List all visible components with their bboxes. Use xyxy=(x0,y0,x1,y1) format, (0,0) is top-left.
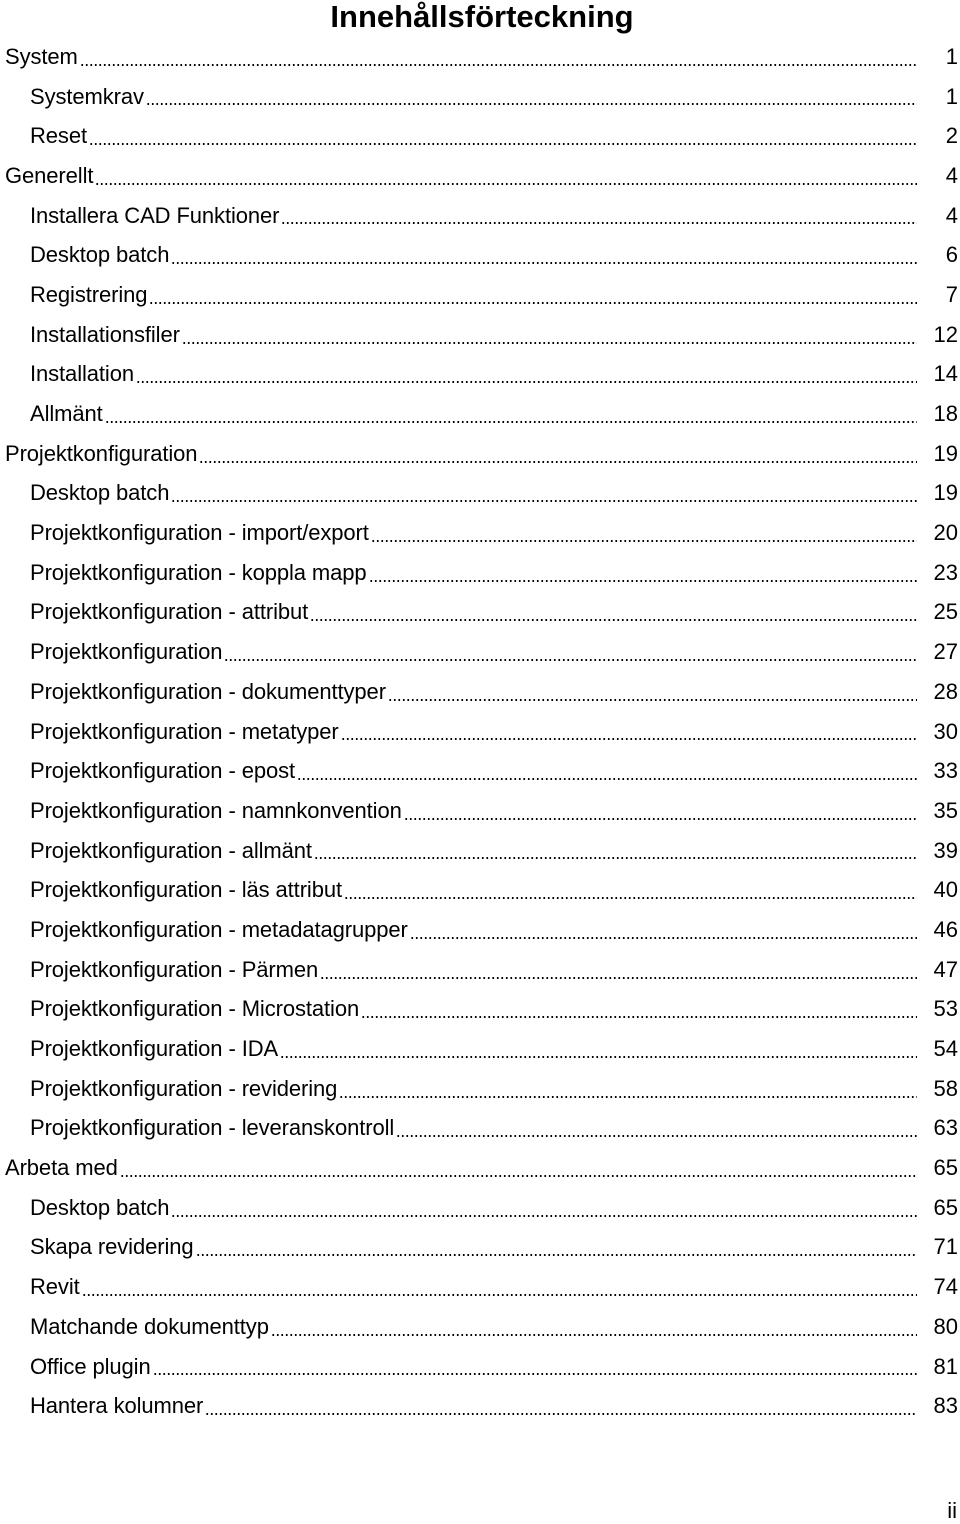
toc-entry-title[interactable]: Projektkonfiguration - allmänt xyxy=(30,837,312,863)
toc-entry[interactable] xyxy=(0,275,960,315)
toc-entry-page: 65 xyxy=(933,1194,958,1220)
toc-entry-title[interactable]: Projektkonfiguration - epost xyxy=(30,758,296,784)
toc-entry-page: 53 xyxy=(933,996,958,1022)
toc-dot-leader xyxy=(120,1175,917,1177)
toc-entry-title[interactable]: Office plugin xyxy=(30,1353,151,1379)
toc-dot-leader xyxy=(82,1294,917,1296)
toc-entry-title[interactable]: Arbeta med xyxy=(5,1155,118,1181)
toc-dot-leader xyxy=(171,262,917,264)
toc-entry-title[interactable]: Projektkonfiguration - dokumenttyper xyxy=(30,678,386,704)
toc-entry-page: 12 xyxy=(933,321,958,347)
toc-entry-page: 47 xyxy=(933,956,958,982)
toc-entry[interactable] xyxy=(0,632,960,672)
toc-entry-title[interactable]: Projektkonfiguration - import/export xyxy=(30,520,369,546)
toc-dot-leader xyxy=(297,778,917,780)
toc-entry-title[interactable]: Skapa revidering xyxy=(30,1234,194,1260)
toc-entry[interactable] xyxy=(0,1148,960,1188)
toc-entry-title[interactable]: Projektkonfiguration - metadatagrupper xyxy=(30,916,408,942)
toc-entry-title[interactable]: Projektkonfiguration - attribut xyxy=(30,599,309,625)
toc-entry-title[interactable]: Projektkonfiguration xyxy=(30,639,223,665)
toc-dot-leader xyxy=(339,1096,917,1098)
toc-entry-page: 65 xyxy=(933,1155,958,1181)
toc-dot-leader xyxy=(281,222,917,224)
toc-entry-title[interactable]: System xyxy=(5,43,78,69)
toc-entry-title[interactable]: Projektkonfiguration - leveranskontroll xyxy=(30,1115,395,1141)
toc-entry-title[interactable]: Projektkonfiguration - metatyper xyxy=(30,718,339,744)
toc-dot-leader xyxy=(271,1334,917,1336)
toc-entry-page: 30 xyxy=(933,718,958,744)
toc-entry[interactable] xyxy=(0,434,960,474)
toc-entry-page: 71 xyxy=(933,1234,958,1260)
toc-entry-title[interactable]: Desktop batch xyxy=(30,480,170,506)
toc-entry[interactable] xyxy=(0,1069,960,1109)
toc-entry-title[interactable]: Projektkonfiguration - läs attribut xyxy=(30,877,342,903)
toc-dot-leader xyxy=(410,937,917,939)
toc-entry-page: 81 xyxy=(933,1353,958,1379)
toc-entry-page: 19 xyxy=(933,480,958,506)
toc-dot-leader xyxy=(388,699,917,701)
toc-entry-title[interactable]: Reset xyxy=(30,123,87,149)
toc-entry-page: 58 xyxy=(933,1075,958,1101)
toc-entry[interactable] xyxy=(0,1029,960,1069)
toc-entry-page: 14 xyxy=(933,361,958,387)
toc-entry[interactable] xyxy=(0,1386,960,1426)
toc-entry[interactable] xyxy=(0,1188,960,1228)
toc-dot-leader xyxy=(80,64,917,66)
toc-entry-page: 40 xyxy=(933,877,958,903)
toc-entry-page: 18 xyxy=(933,401,958,427)
toc-entry[interactable] xyxy=(0,513,960,553)
toc-entry-page: 28 xyxy=(933,678,958,704)
toc-entry-page: 74 xyxy=(933,1274,958,1300)
toc-entry[interactable] xyxy=(0,950,960,990)
toc-entry[interactable] xyxy=(0,672,960,712)
toc-entry[interactable] xyxy=(0,593,960,633)
toc-dot-leader xyxy=(344,897,917,899)
toc-dot-leader xyxy=(153,1373,917,1375)
toc-entry-page: 1 xyxy=(945,83,958,109)
toc-entry-page: 20 xyxy=(933,520,958,546)
toc-entry-title[interactable]: Registrering xyxy=(30,281,148,307)
toc-entry[interactable] xyxy=(0,1307,960,1347)
toc-entry[interactable] xyxy=(0,1109,960,1149)
toc-dot-leader xyxy=(199,461,917,463)
toc-entry[interactable] xyxy=(0,990,960,1030)
toc-dot-leader xyxy=(105,421,917,423)
toc-entry-title[interactable]: Projektkonfiguration - Pärmen xyxy=(30,956,319,982)
toc-entry-title[interactable]: Generellt xyxy=(5,162,94,188)
toc-entry-page: 80 xyxy=(933,1313,958,1339)
toc-entry[interactable] xyxy=(0,355,960,395)
toc-dot-leader xyxy=(196,1254,918,1256)
toc-entry-title[interactable]: Projektkonfiguration - koppla mapp xyxy=(30,559,367,585)
toc-entry-title[interactable]: Hantera kolumner xyxy=(30,1393,204,1419)
toc-entry[interactable] xyxy=(0,910,960,950)
toc-dot-leader xyxy=(95,183,917,185)
toc-entry-title[interactable]: Installera CAD Funktioner xyxy=(30,202,280,228)
toc-entry-page: 63 xyxy=(933,1115,958,1141)
toc-entry[interactable] xyxy=(0,870,960,910)
toc-dot-leader xyxy=(205,1413,917,1415)
toc-dot-leader xyxy=(182,342,917,344)
toc-entry-page: 83 xyxy=(933,1393,958,1419)
toc-entry-page: 4 xyxy=(945,162,958,188)
toc-entry-title[interactable]: Systemkrav xyxy=(30,83,144,109)
toc-dot-leader xyxy=(369,580,917,582)
toc-entry[interactable] xyxy=(0,315,960,355)
toc-entry-title[interactable]: Installation xyxy=(30,361,134,387)
toc-dot-leader xyxy=(171,500,917,502)
toc-entry[interactable] xyxy=(0,37,960,77)
toc-entry[interactable] xyxy=(0,1267,960,1307)
toc-entry-page: 7 xyxy=(945,281,958,307)
toc-dot-leader xyxy=(371,540,917,542)
toc-dot-leader xyxy=(280,1056,917,1058)
toc-entry-page: 35 xyxy=(933,797,958,823)
toc-dot-leader xyxy=(171,1215,917,1217)
toc-entry-title[interactable]: Projektkonfiguration xyxy=(5,440,198,466)
table-of-contents xyxy=(0,37,960,1426)
toc-entry-title[interactable]: Desktop batch xyxy=(30,1194,170,1220)
toc-entry[interactable] xyxy=(0,196,960,236)
toc-entry[interactable] xyxy=(0,791,960,831)
toc-dot-leader xyxy=(146,103,917,105)
toc-entry[interactable] xyxy=(0,751,960,791)
toc-dot-leader xyxy=(320,977,917,979)
toc-entry[interactable] xyxy=(0,474,960,514)
toc-entry-title[interactable]: Installationsfiler xyxy=(30,321,180,347)
toc-entry-page: 23 xyxy=(933,559,958,585)
toc-dot-leader xyxy=(310,619,917,621)
toc-entry[interactable] xyxy=(0,831,960,871)
toc-dot-leader xyxy=(224,659,917,661)
toc-entry-title[interactable]: Desktop batch xyxy=(30,242,170,268)
toc-entry[interactable] xyxy=(0,712,960,752)
toc-entry-page: 33 xyxy=(933,758,958,784)
toc-dot-leader xyxy=(314,857,917,859)
toc-entry-page: 39 xyxy=(933,837,958,863)
toc-entry-page: 4 xyxy=(945,202,958,228)
toc-entry-title[interactable]: Projektkonfiguration - revidering xyxy=(30,1075,338,1101)
toc-entry[interactable] xyxy=(0,394,960,434)
toc-entry[interactable] xyxy=(0,1347,960,1387)
toc-dot-leader xyxy=(396,1135,917,1137)
toc-entry-title[interactable]: Revit xyxy=(30,1274,80,1300)
toc-entry[interactable] xyxy=(0,1228,960,1268)
toc-entry-title[interactable]: Allmänt xyxy=(30,401,103,427)
toc-entry-page: 2 xyxy=(945,123,958,149)
toc-entry-title[interactable]: Projektkonfiguration - namnkonvention xyxy=(30,797,402,823)
toc-entry-page: 25 xyxy=(933,599,958,625)
toc-dot-leader xyxy=(404,818,917,820)
toc-entry-title[interactable]: Projektkonfiguration - Microstation xyxy=(30,996,360,1022)
toc-entry-page: 27 xyxy=(933,639,958,665)
page-title: Innehållsförteckning xyxy=(330,0,634,34)
page-number: ii xyxy=(947,1498,957,1523)
toc-dot-leader xyxy=(149,302,917,304)
toc-entry-page: 6 xyxy=(945,242,958,268)
toc-entry-title[interactable]: Projektkonfiguration - IDA xyxy=(30,1036,279,1062)
toc-dot-leader xyxy=(341,738,917,740)
toc-entry-title[interactable]: Matchande dokumenttyp xyxy=(30,1313,269,1339)
toc-dot-leader xyxy=(89,143,917,145)
toc-dot-leader xyxy=(136,381,917,383)
toc-entry-page: 1 xyxy=(945,43,958,69)
toc-entry-page: 46 xyxy=(933,916,958,942)
toc-entry-page: 54 xyxy=(933,1036,958,1062)
toc-dot-leader xyxy=(361,1016,917,1018)
toc-entry[interactable] xyxy=(0,553,960,593)
toc-entry[interactable] xyxy=(0,235,960,275)
toc-entry[interactable] xyxy=(0,77,960,117)
toc-entry[interactable] xyxy=(0,116,960,156)
toc-entry-page: 19 xyxy=(933,440,958,466)
toc-entry[interactable] xyxy=(0,156,960,196)
